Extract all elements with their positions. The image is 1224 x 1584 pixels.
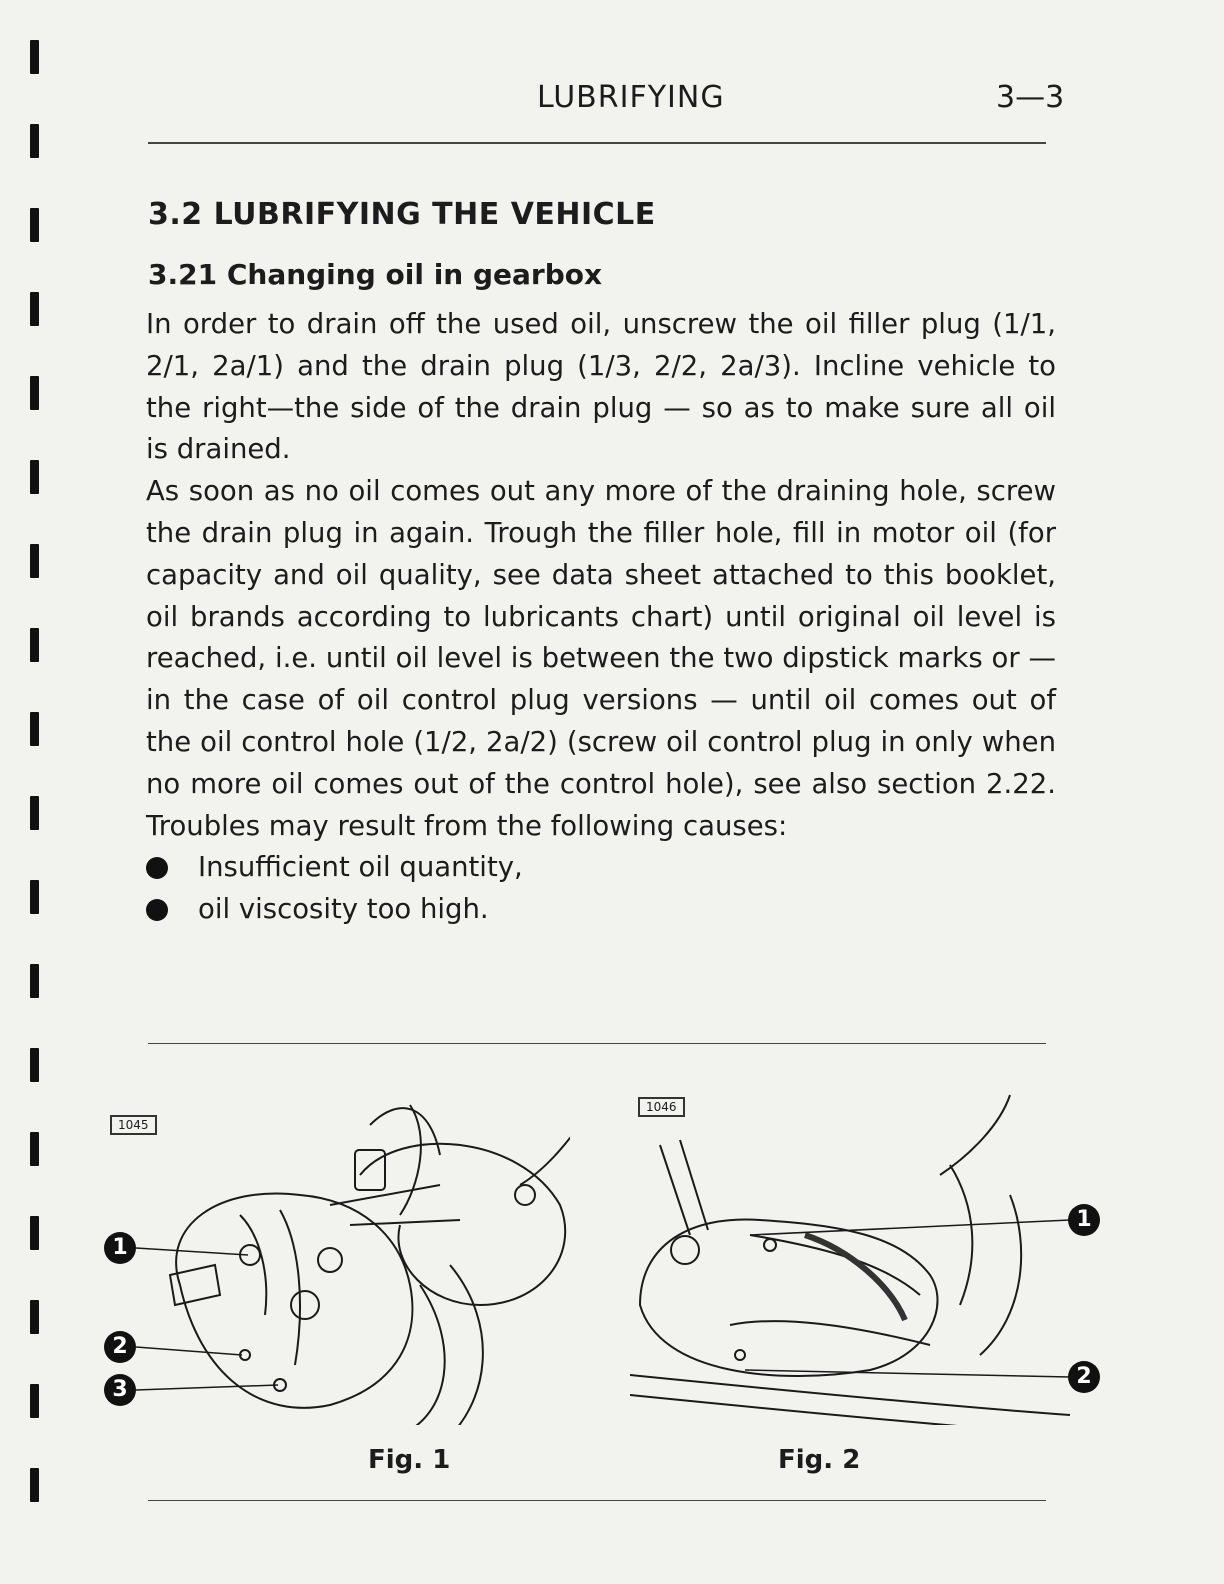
- header-rule: [148, 142, 1046, 144]
- list-item-text: oil viscosity too high.: [198, 893, 489, 926]
- binding-hole-mark: [30, 208, 39, 242]
- binding-hole-mark: [30, 1216, 39, 1250]
- figure-top-rule: [148, 1043, 1046, 1044]
- binding-hole-mark: [30, 964, 39, 998]
- paragraph: In order to drain off the used oil, unscrew the oil filler plug (1/1, 2/1, 2a/1) and the drain plug (1/3, 2/2, 2a/3). Incline vehicle to the right—the side of the drain plug — so as to make sure all oil is drained.: [146, 308, 1056, 466]
- gearbox-illustration-right: [630, 1085, 1110, 1425]
- figure-caption: Fig. 1: [368, 1445, 451, 1475]
- binding-hole-mark: [30, 1468, 39, 1502]
- list-item-text: Insufficient oil quantity,: [198, 851, 523, 884]
- binding-hole-mark: [30, 1132, 39, 1166]
- section-heading: 3.2 LUBRIFYING THE VEHICLE: [148, 197, 656, 232]
- running-head: [0, 80, 1224, 120]
- figure-caption: Fig. 2: [778, 1445, 861, 1475]
- binding-hole-mark: [30, 40, 39, 74]
- binding-hole-mark: [30, 1384, 39, 1418]
- binding-hole-mark: [30, 712, 39, 746]
- figure-1: [100, 1085, 570, 1485]
- callout-3: 3: [104, 1374, 136, 1406]
- binding-hole-mark: [30, 460, 39, 494]
- list-item: [146, 847, 1056, 889]
- figure-number: 1046: [638, 1097, 685, 1117]
- callout-1: 1: [1068, 1204, 1100, 1236]
- figure-2: [630, 1085, 1110, 1485]
- body-text: [146, 304, 1056, 931]
- figure-number: 1045: [110, 1115, 157, 1135]
- binding-holes: [30, 30, 44, 1570]
- paragraph: As soon as no oil comes out any more of the draining hole, screw the drain plug in again. Trough the filler hole, fill in motor oil (for capacity and oil quality, see data sheet attached to this booklet, oil brands according to lubricants chart) until original oil level is reached, i.e. until oil level is between the two dipstick marks or — in the case of oil control plug versions — until oil comes out of the oil control hole (1/2, 2a/2) (screw oil control plug in only when no more oil comes out of the control hole), see also section 2.22. Troubles may result from the following causes:: [146, 475, 1056, 842]
- bullet-icon: [146, 899, 168, 921]
- binding-hole-mark: [30, 628, 39, 662]
- page-number: 3—3: [996, 80, 1065, 115]
- chapter-title: LUBRIFYING: [537, 80, 725, 115]
- binding-hole-mark: [30, 1300, 39, 1334]
- callout-2: 2: [104, 1331, 136, 1363]
- binding-hole-mark: [30, 292, 39, 326]
- cause-list: [146, 847, 1056, 931]
- subsection-heading: 3.21 Changing oil in gearbox: [148, 258, 603, 291]
- gearbox-illustration-left: [100, 1085, 570, 1425]
- callout-2: 2: [1068, 1361, 1100, 1393]
- footer-rule: [148, 1500, 1046, 1501]
- binding-hole-mark: [30, 1048, 39, 1082]
- binding-hole-mark: [30, 880, 39, 914]
- binding-hole-mark: [30, 796, 39, 830]
- callout-1: 1: [104, 1232, 136, 1264]
- binding-hole-mark: [30, 544, 39, 578]
- bullet-icon: [146, 857, 168, 879]
- binding-hole-mark: [30, 124, 39, 158]
- binding-hole-mark: [30, 376, 39, 410]
- list-item: [146, 889, 1056, 931]
